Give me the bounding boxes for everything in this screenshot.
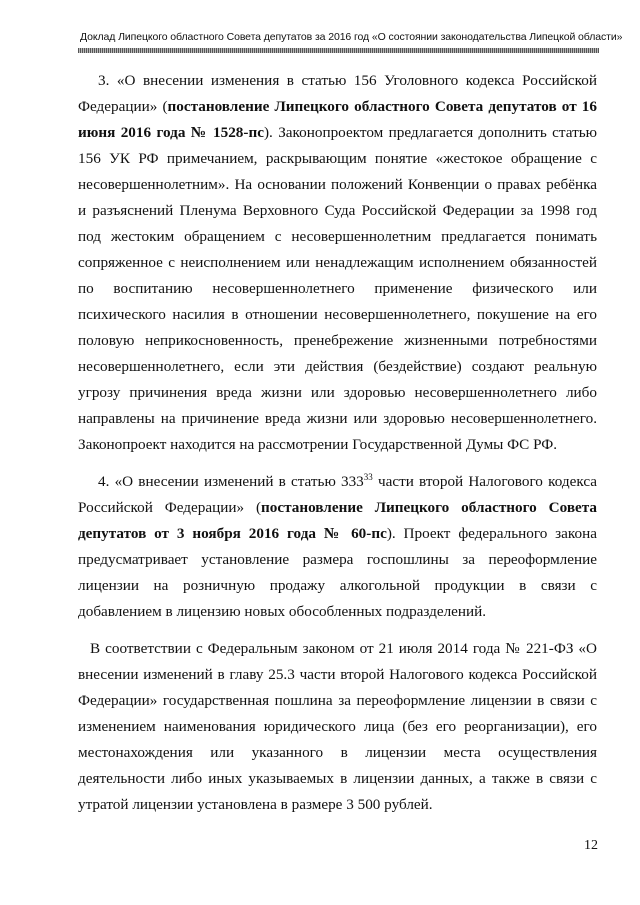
paragraph-item-3: [78, 68, 597, 458]
paragraph-item-4: [78, 469, 597, 625]
header-rule: [78, 48, 599, 53]
paragraph-text: 4. «О внесении изменений в статью 333: [98, 473, 364, 490]
resolution-reference: постановление Липецкого областного Совета депутатов от 3 ноября 2016 года № 60-пс: [78, 499, 597, 542]
paragraph-text: ). Проект федерального закона предусматривает установление размера госпошлины за переоформление лицензии на розничную продажу алкогольной продукции в связи с добавлением в лицензию новых обособленных подразделений.: [78, 525, 597, 620]
paragraph-federal-law: [78, 636, 597, 818]
resolution-reference: постановление Липецкого областного Совета депутатов от 16 июня 2016 года № 1528-пс: [78, 98, 597, 141]
running-header: Доклад Липецкого областного Совета депутатов за 2016 год «О состоянии законодательства Липецкой области»: [80, 31, 623, 43]
document-body: [78, 68, 597, 829]
paragraph-text: В соответствии с Федеральным законом от 21 июля 2014 года № 221-ФЗ «О внесении изменений в главу 25.3 части второй Налогового кодекса Российской Федерации» государственная пошлина за переоформление лицензии в связи с изменением наименования юридического лица (без его реорганизации), его местонахождения или указанного в лицензии места осуществления деятельности либо иных указываемых в лицензии данных, а также в связи с утратой лицензии установлена в размере 3 500 рублей.: [78, 640, 597, 813]
paragraph-text: ). Законопроектом предлагается дополнить статью 156 УК РФ примечанием, раскрывающим понятие «жестокое обращение с несовершеннолетним». На основании положений Конвенции о правах ребёнка и разъяснений Пленума Верховного Суда Российской Федерации за 1998 год под жестоким обращением с несовершеннолетним предлагается понимать сопряженное с неисполнением или ненадлежащим исполнением обязанностей по воспитанию несовершеннолетнего применение физического или психического насилия в отношении несовершеннолетнего, покушение на его половую неприкосновенность, пренебрежение жизненными потребностями несовершеннолетнего, если эти действия (бездействие) создают реальную угрозу причинения вреда жизни или здоровью несовершеннолетнего либо направлены на причинение вреда жизни или здоровью несовершеннолетнего. Законопроект находится на рассмотрении Государственной Думы ФС РФ.: [78, 124, 598, 453]
paragraph-text: части второй Налогового кодекса Российской Федерации» (: [78, 473, 597, 516]
article-superscript: 33: [363, 471, 373, 482]
paragraph-text: 3. «О внесении изменения в статью 156 Уголовного кодекса Российской Федерации» (: [78, 72, 597, 115]
page-number: 12: [584, 838, 598, 853]
